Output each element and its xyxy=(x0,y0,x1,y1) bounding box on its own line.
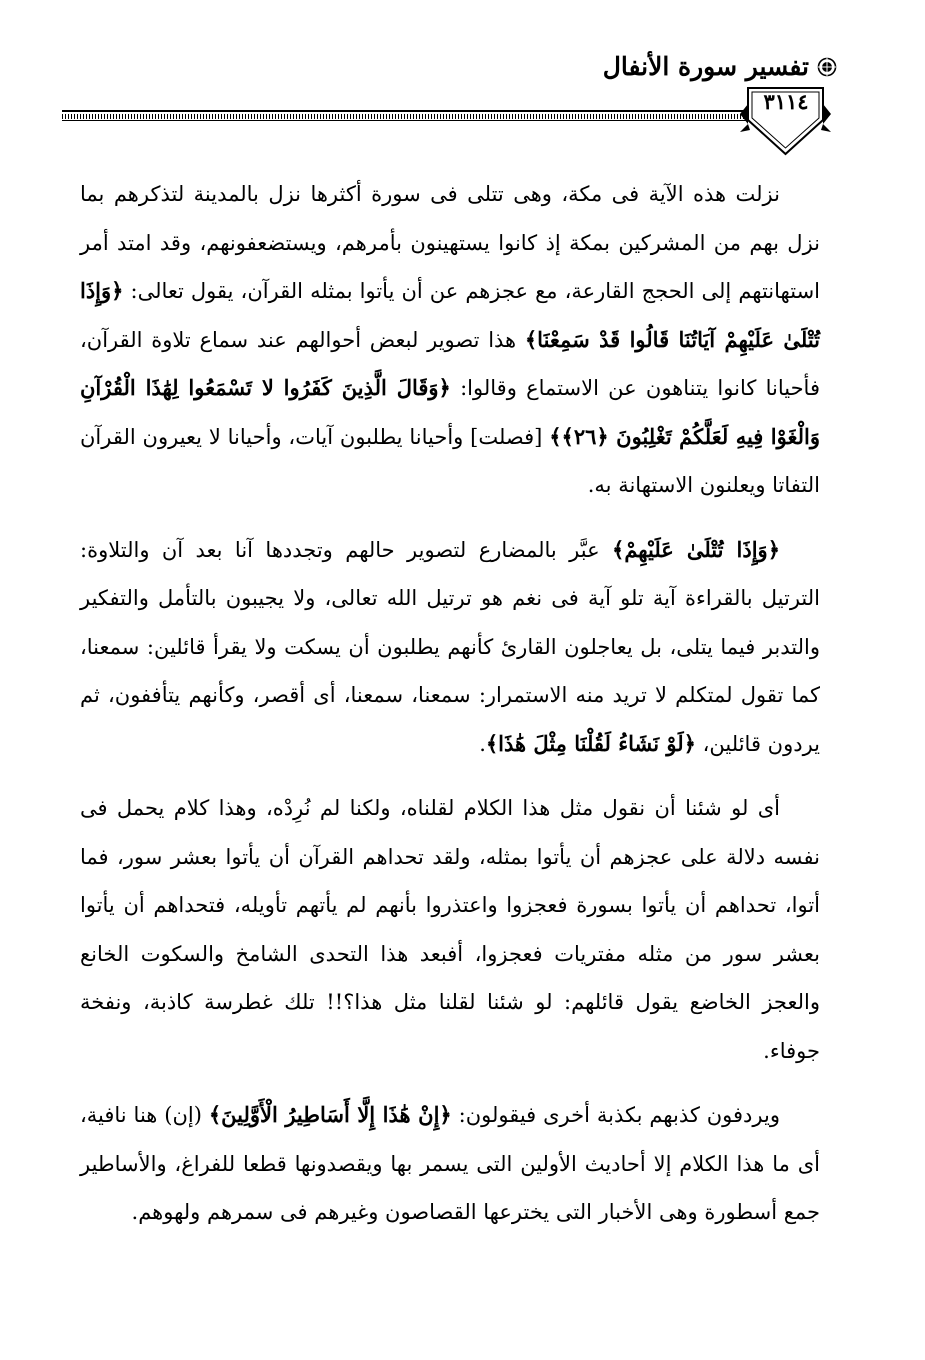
running-title-text: تفسير سورة الأنفال xyxy=(602,52,809,81)
text-run: . xyxy=(479,731,486,756)
paragraph xyxy=(80,170,820,510)
body-text xyxy=(80,170,820,1253)
page-number: ٣١١٤ xyxy=(763,89,809,114)
quran-quote: ﴿وَقَالَ الَّذِينَ كَفَرُوا لا تَسْمَعُوا لِهَٰذَا الْقُرْآنِ وَالْغَوْا فِيهِ لَعَلَّكُمْ تَغْلِبُونَ ﴿٢٦﴾﴾ xyxy=(80,375,820,449)
header-rule xyxy=(62,110,750,112)
text-run: عبَّر بالمضارع لتصوير حالهم وتجددها آنا بعد آن والتلاوة: الترتيل بالقراءة آية تلو آية فى نغم هو ترتيل الله تعالى، ولا يجيبون بالتأمل والتفكير والتدبر فيما يتلى، بل يعاجلون القارئ كأنهم يطلبون أن يسكت ولا يقرأ قائلين: سمعنا، كما تقول لمتكلم لا تريد منه الاستمرار: سمعنا، سمعنا، أى أقصر، وكأنهم يتأففون، ثم يردون قائلين، xyxy=(80,537,820,756)
paragraph xyxy=(80,1091,820,1237)
page-number-badge-icon xyxy=(738,74,833,156)
quran-quote: ﴿لَوْ نَشَاءُ لَقُلْنَا مِثْلَ هَٰذَا﴾ xyxy=(485,730,696,756)
quran-quote: ﴿وَإِذَا تُتْلَىٰ عَلَيْهِمْ﴾ xyxy=(612,536,780,562)
paragraph xyxy=(80,526,820,769)
header-hatched-rule xyxy=(62,114,750,119)
text-run: هذا تصوير لبعض أحوالهم عند سماع تلاوة القرآن، فأحيانا كانوا يتناهون عن الاستماع وقالوا: xyxy=(80,327,820,400)
text-run: [فصلت] وأحيانا يطلبون آيات، وأحيانا لا يعيرون القرآن التفاتا ويعلنون الاستهانة به. xyxy=(80,424,820,497)
text-run: نزلت هذه الآية فى مكة، وهى تتلى فى سورة أكثرها نزل بالمدينة لتذكرهم بما نزل بهم من المشركين بمكة إذ كانوا يستهينون بأمرهم، ويستضعفونهم، وقد امتد أمر استهانتهم إلى الحجج القارعة، مع عجزهم عن أن يأتوا بمثله القرآن، يقول تعالى: xyxy=(80,182,820,303)
text-run: (إن) هنا نافية، أى ما هذا الكلام إلا أحاديث الأولين التى يسمر بها ويقصدونها قطعا للفراغ، والأساطير جمع أسطورة وهى الأخبار التى يخترعها القصاصون وغيرهم فى سمرهم ولهوهم. xyxy=(80,1103,820,1224)
text-run: أى لو شئنا أن نقول مثل هذا الكلام لقلناه، ولكنا لم نُرِدْه، وهذا كلام يحمل فى نفسه دلالة على عجزهم أن يأتوا بمثله، ولقد تحداهم القرآن أن يأتوا بعشر سور، فما أتوا، تحداهم أن يأتوا بسورة فعجزوا واعتذروا بأنهم لم يأتهم تأويله، فتحداهم أن يأتوا بعشر سور من مثله مفتريات فعجزوا، أفبعد هذا التحدى الشامخ والسكوت الخانع والعجز الخاضع يقول قائلهم: لو شئنا لقلنا مثل هذا؟!! تلك غطرسة كاذبة، ونفخة جوفاء. xyxy=(80,796,820,1063)
text-run: ويردفون كذبهم بكذبة أخرى فيقولون: xyxy=(451,1103,780,1127)
header-rule-bottom xyxy=(62,120,750,121)
quran-quote: ﴿وَإِذَا تُتْلَىٰ عَلَيْهِمْ آيَاتُنَا قَالُوا قَدْ سَمِعْنَا﴾ xyxy=(80,278,820,352)
quran-quote: ﴿إِنْ هَٰذَا إِلَّا أَسَاطِيرُ الْأَوَّلِينَ﴾ xyxy=(208,1102,452,1127)
paragraph xyxy=(80,784,820,1075)
